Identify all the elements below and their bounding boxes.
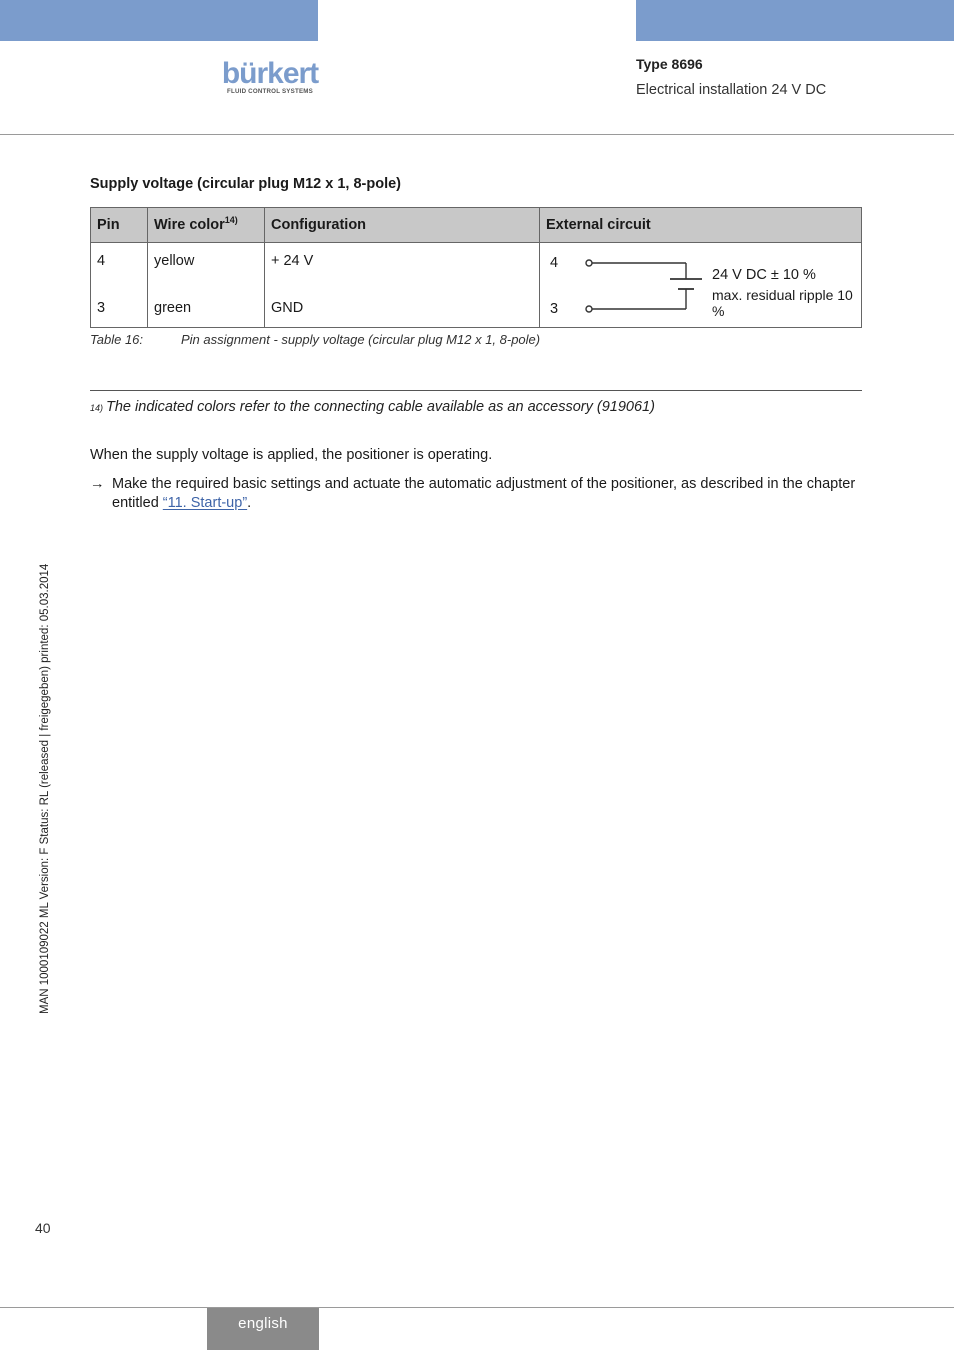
cell-external-circuit <box>540 243 862 328</box>
wire-color-value: green <box>154 300 192 316</box>
pin-assignment-table <box>90 207 862 328</box>
startup-chapter-link[interactable]: “11. Start-up” <box>162 495 248 511</box>
body-paragraph: When the supply voltage is applied, the positioner is operating. <box>90 447 493 463</box>
configuration-value: GND <box>271 300 304 316</box>
pin-value: 3 <box>97 300 106 316</box>
header-configuration <box>265 208 540 243</box>
document-meta-vertical: MAN 1000109022 ML Version: F Status: RL (released | freigegeben) printed: 05.03.2014 <box>39 563 51 1014</box>
header-configuration-label: Configuration <box>271 217 367 233</box>
footer-divider <box>0 1307 954 1308</box>
table-row <box>91 243 862 328</box>
footnote <box>90 399 655 415</box>
caption-text: Pin assignment - supply voltage (circular plug M12 x 1, 8-pole) <box>181 332 541 347</box>
footnote-text: The indicated colors refer to the connecting cable available as an accessory (919061) <box>106 399 655 415</box>
header-external-circuit-label: External circuit <box>546 217 651 233</box>
brand-tagline: FLUID CONTROL SYSTEMS <box>227 88 313 95</box>
page-number: 40 <box>35 1220 51 1236</box>
header-wire-color <box>148 208 265 243</box>
section-title: Electrical installation 24 V DC <box>636 82 827 98</box>
terminal-top-icon <box>586 260 592 266</box>
brand-logo <box>221 57 319 97</box>
caption-label: Table 16: <box>90 332 144 347</box>
cell-wire-color <box>148 243 265 328</box>
circuit-pin-top: 4 <box>550 255 559 271</box>
circuit-diagram <box>546 243 716 327</box>
circuit-pin-bottom: 3 <box>550 301 559 317</box>
header-divider <box>0 134 954 135</box>
configuration-value: + 24 V <box>271 253 314 269</box>
footnote-divider <box>90 390 862 391</box>
table-header-row <box>91 208 862 243</box>
header-pin <box>91 208 148 243</box>
terminal-bottom-icon <box>586 306 592 312</box>
cell-configuration <box>265 243 540 328</box>
footnote-ref[interactable]: 14) <box>224 215 238 225</box>
doc-type-label: Type 8696 <box>636 56 703 72</box>
circuit-voltage-label: 24 V DC ± 10 % <box>712 267 816 283</box>
brand-logo-word: bürkert <box>221 57 319 90</box>
header-external-circuit <box>540 208 862 243</box>
step-text <box>112 475 862 513</box>
table-caption <box>90 332 541 347</box>
circuit-ripple-label: max. residual ripple 10 % <box>712 287 853 319</box>
cell-pin <box>91 243 148 328</box>
header-bar-left <box>0 0 318 41</box>
step-text-after: . <box>247 495 252 511</box>
header-pin-label: Pin <box>97 217 120 233</box>
language-tab: english <box>207 1308 319 1350</box>
step-text-before: Make the required basic settings and actuate the automatic adjustment of the positioner, as described in the chapter entitled <box>112 476 856 511</box>
section-heading: Supply voltage (circular plug M12 x 1, 8-pole) <box>90 176 402 192</box>
header-bar-right <box>636 0 954 41</box>
arrow-right-icon: → <box>90 476 105 492</box>
footnote-mark: 14) <box>90 403 104 413</box>
instruction-step <box>90 475 862 513</box>
wire-color-value: yellow <box>154 253 195 269</box>
pin-value: 4 <box>97 253 106 269</box>
header-wire-color-label: Wire color <box>154 217 225 233</box>
